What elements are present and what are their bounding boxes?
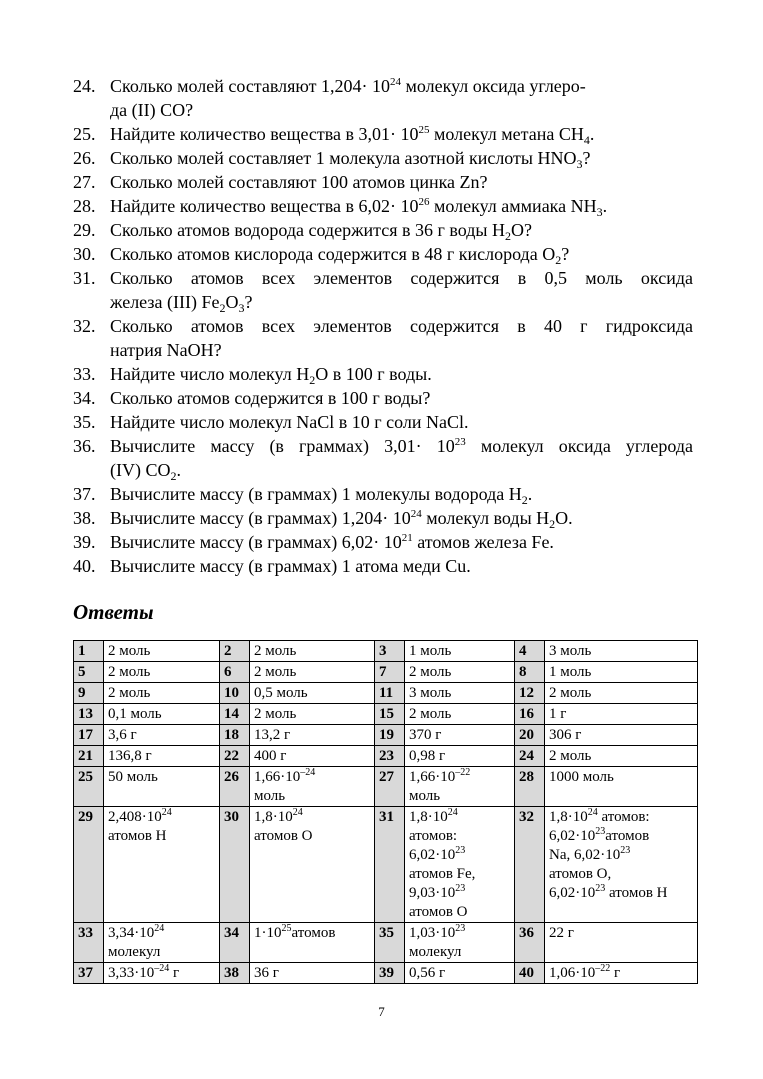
question-36: 36. Вычислите массу (в граммах) $3,01\cdot 10^{23}$ молекул оксида углерода (IV) $CO_2$. bbox=[73, 436, 693, 483]
table-row: 5 2 моль 6 2 моль 7 2 моль 8 1 моль bbox=[74, 662, 698, 683]
question-28: 28. Найдите количество вещества в $6,02\cdot 10^{26}$ молекул аммиака $NH_3$. bbox=[73, 196, 608, 219]
table-row: 29 $2,408\cdot 10^{24}$ атомов H 30 $1,8\cdot 10^{24}$ атомов O 31 $1,8\cdot 10^{24}$ атомов: $6,02\cdot 10^{23}$ атомов Fe, $9,03\cdot 10^{23}$ атомов O 32 $1,8\cdot 10^{24}$ атомов: $6,02\cdot 10^{23}атомов$ Na, $6,02\cdot 10^{23}$ атомов O, $6,02\cdot 10^{23}$ атомов H bbox=[74, 807, 698, 923]
table-row: 1 2 моль 2 2 моль 3 1 моль 4 3 моль bbox=[74, 641, 698, 662]
table-row: 9 2 моль 10 0,5 моль 11 3 моль 12 2 моль bbox=[74, 683, 698, 704]
question-32: 32. Сколько атомов всех элементов содержится в 40 г гидроксида натрия NaOH? bbox=[73, 316, 693, 360]
question-24: 24. Сколько молей составляют $1,204\cdot 10^{24}$ молекул оксида углеро- да (II) CO? bbox=[73, 76, 586, 120]
question-37: 37. Вычислите массу (в граммах) 1 молекулы водорода $H_2$. bbox=[73, 484, 533, 507]
answers-heading: Ответы bbox=[73, 600, 154, 624]
question-25: 25. Найдите количество вещества в $3,01\cdot 10^{25}$ молекул метана $CH_4$. bbox=[73, 124, 595, 147]
question-35: 35. Найдите число молекул NaCl в 10 г соли NaCl. bbox=[73, 412, 469, 432]
question-39: 39. Вычислите массу (в граммах) $6,02\cdot 10^{21}$ атомов железа Fe. bbox=[73, 532, 554, 552]
question-31: 31. Сколько атомов всех элементов содержится в 0,5 моль оксида железа (III) $Fe_2O_3$? bbox=[73, 268, 693, 315]
question-26: 26. Сколько молей составляет 1 молекула азотной кислоты $HNO_3$? bbox=[73, 148, 591, 171]
table-row: 37 $3,33\cdot 10^{-24}$ г 38 36 г 39 0,56 г 40 $1,06\cdot 10^{-22}$ г bbox=[74, 963, 698, 984]
question-27: 27. Сколько молей составляют 100 атомов цинка Zn? bbox=[73, 172, 488, 192]
table-row: 25 50 моль 26 $1,66\cdot 10^{-24}$ моль 27 $1,66\cdot 10^{-22}$ моль 28 1000 моль bbox=[74, 767, 698, 807]
table-row: 17 3,6 г 18 13,2 г 19 370 г 20 306 г bbox=[74, 725, 698, 746]
question-38: 38. Вычислите массу (в граммах) $1,204\cdot 10^{24}$ молекул воды $H_2O$. bbox=[73, 508, 573, 531]
question-40: 40. Вычислите массу (в граммах) 1 атома меди Cu. bbox=[73, 556, 471, 576]
page-number: 7 bbox=[378, 1004, 385, 1019]
question-29: 29. Сколько атомов водорода содержится в 36 г воды $H_2O$? bbox=[73, 220, 532, 243]
table-row: 21 136,8 г 22 400 г 23 0,98 г 24 2 моль bbox=[74, 746, 698, 767]
table-row: 33 $3,34\cdot 10^{24}$ молекул 34 $1\cdot 10^{25}атомов$ 35 $1,03\cdot 10^{23}$ молекул 36 22 г bbox=[74, 923, 698, 963]
question-list bbox=[73, 74, 693, 578]
answers-table bbox=[73, 640, 698, 984]
question-30: 30. Сколько атомов кислорода содержится в 48 г кислорода $O_2$? bbox=[73, 244, 570, 267]
table-row: 13 0,1 моль 14 2 моль 15 2 моль 16 1 г bbox=[74, 704, 698, 725]
question-34: 34. Сколько атомов содержится в 100 г воды? bbox=[73, 388, 431, 408]
question-33: 33. Найдите число молекул $H_2O$ в 100 г воды. bbox=[73, 364, 432, 387]
